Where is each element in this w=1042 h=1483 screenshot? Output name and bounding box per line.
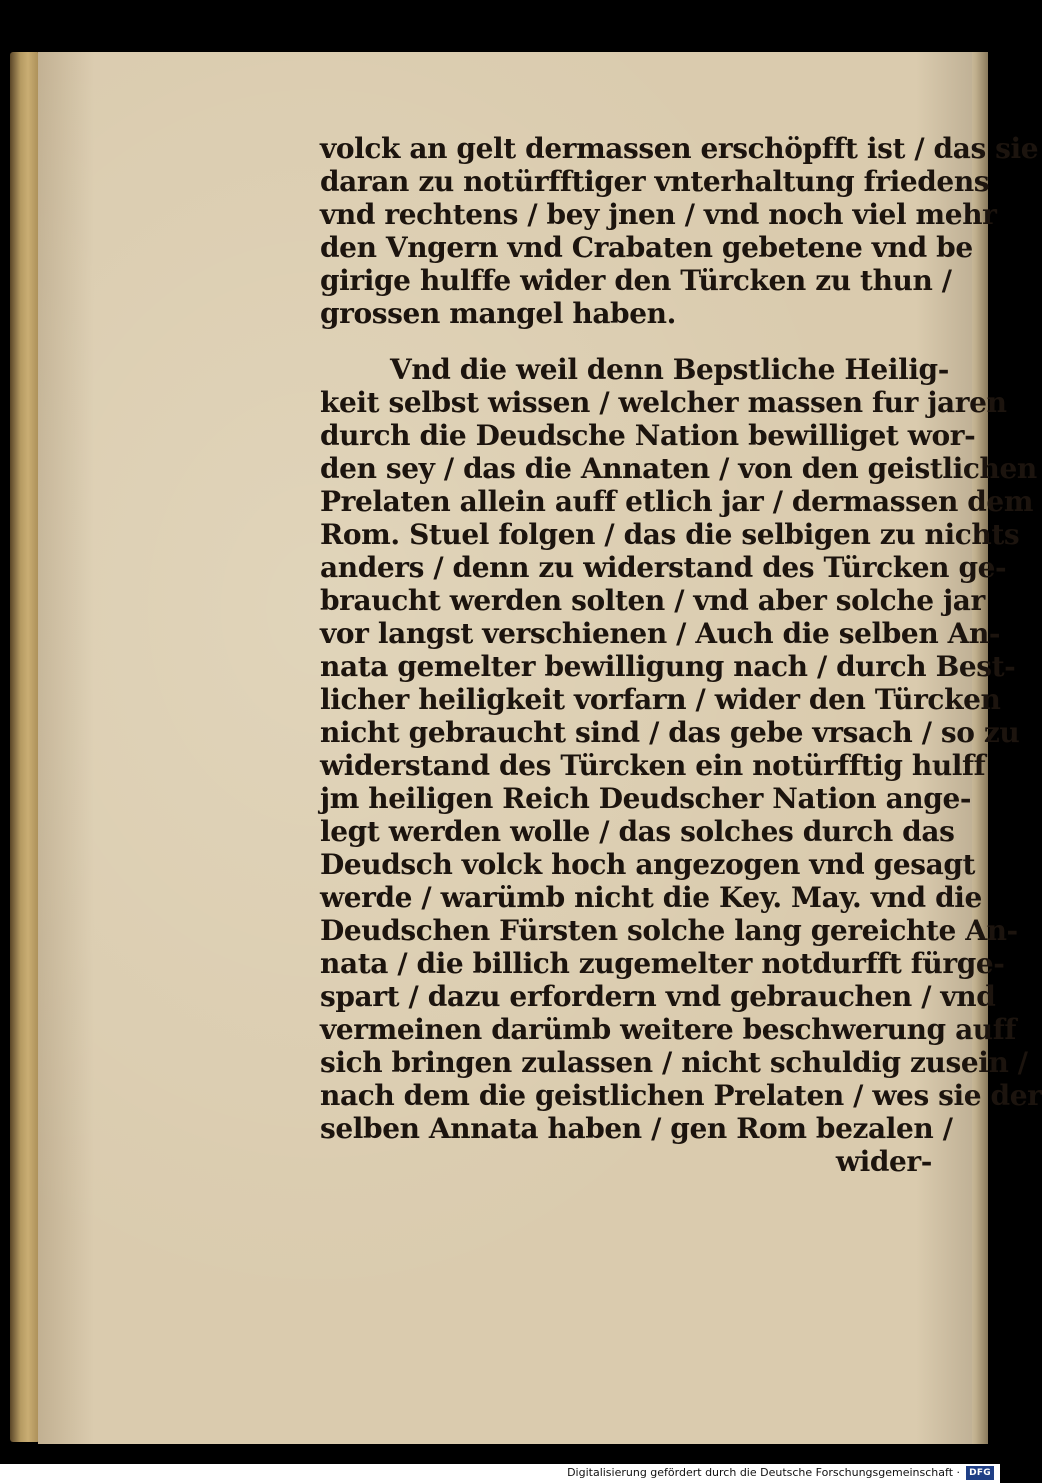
text-line: grossen mangel haben.	[320, 297, 676, 330]
dfg-logo-icon: DFG	[966, 1466, 994, 1480]
text-line: Rom. Stuel folgen / das die selbigen zu nichts	[320, 518, 1020, 551]
text-line: durch die Deudsche Nation bewilliget wor-	[320, 419, 976, 452]
text-line: licher heiligkeit vorfarn / wider den Türcken	[320, 683, 1001, 716]
text-line: den sey / das die Annaten / von den geistlichen	[320, 452, 1037, 485]
text-line: braucht werden solten / vnd aber solche jar	[320, 584, 985, 617]
text-line: legt werden wolle / das solches durch das	[320, 815, 955, 848]
paragraph-1	[320, 132, 1039, 330]
funding-credit: Digitalisierung gefördert durch die Deutsche Forschungsgemeinschaft ·	[567, 1466, 960, 1479]
paragraph-2	[320, 353, 1042, 1178]
text-line: nicht gebraucht sind / das gebe vrsach / so zu	[320, 716, 1020, 749]
text-line: Deudsch volck hoch angezogen vnd gesagt	[320, 848, 976, 881]
text-line: selben Annata haben / gen Rom bezalen /	[320, 1112, 953, 1145]
text-line: Vnd die weil denn Bepstliche Heilig-	[390, 353, 949, 386]
text-line: daran zu notürfftiger vnterhaltung friedens	[320, 165, 990, 198]
page-text-block	[320, 132, 1042, 1178]
text-line: nata / die billich zugemelter notdurfft fürge-	[320, 947, 1005, 980]
text-line: volck an gelt dermassen erschöpfft ist / das sie	[320, 132, 1039, 165]
text-line: den Vngern vnd Crabaten gebetene vnd be	[320, 231, 973, 264]
book-spine-edge	[10, 52, 40, 1442]
text-line: anders / denn zu widerstand des Türcken ge-	[320, 551, 1007, 584]
text-line: nach dem die geistlichen Prelaten / wes sie der	[320, 1079, 1042, 1112]
text-line: vnd rechtens / bey jnen / vnd noch viel mehr	[320, 198, 997, 231]
text-line: jm heiligen Reich Deudscher Nation ange-	[320, 782, 972, 815]
catchword: wider-	[835, 1145, 932, 1178]
text-line: widerstand des Türcken ein notürfftig hulff	[320, 749, 986, 782]
text-line: werde / warümb nicht die Key. May. vnd die	[320, 881, 982, 914]
digitization-footer	[0, 1464, 1000, 1483]
text-line: spart / dazu erfordern vnd gebrauchen / vnd	[320, 980, 996, 1013]
text-line: vor langst verschienen / Auch die selben An-	[320, 617, 1001, 650]
text-line: sich bringen zulassen / nicht schuldig zusein /	[320, 1046, 1028, 1079]
text-line: Deudschen Fürsten solche lang gereichte An-	[320, 914, 1018, 947]
text-line: keit selbst wissen / welcher massen fur jaren	[320, 386, 1007, 419]
text-line: girige hulffe wider den Türcken zu thun /	[320, 264, 952, 297]
book-page	[38, 52, 1042, 1444]
text-line: Prelaten allein auff etlich jar / dermassen dem	[320, 485, 1034, 518]
text-line: vermeinen darümb weitere beschwerung auff	[320, 1013, 1017, 1046]
text-line: nata gemelter bewilligung nach / durch Best-	[320, 650, 1016, 683]
